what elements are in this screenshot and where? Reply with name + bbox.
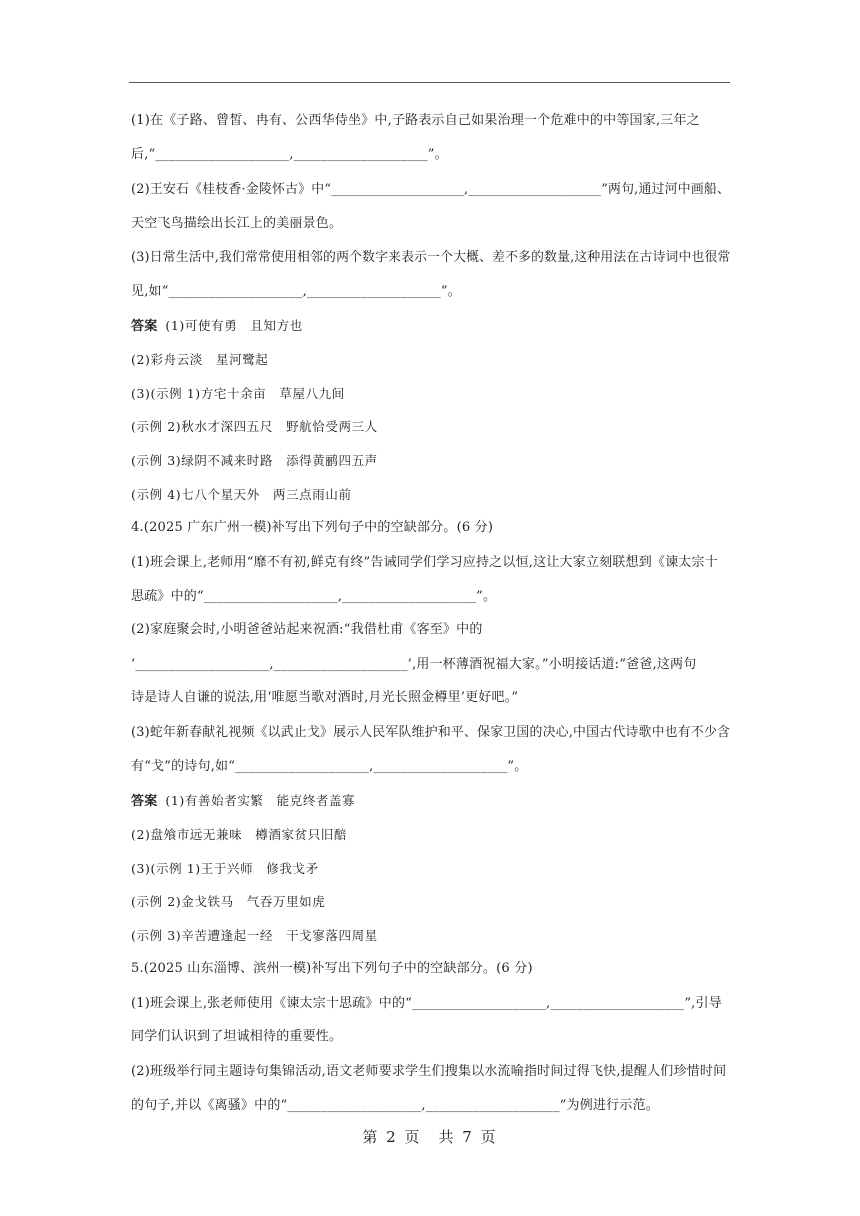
q4-sub3-line1: (3)蛇年新春献礼视频《以武止戈》展示人民军队维护和平、保家卫国的决心,中国古代诗歌中也有不少含 xyxy=(131,725,731,740)
q4-sub2-line1: (2)家庭聚会时,小明爸爸站起来祝酒:“我借杜甫《客至》中的 xyxy=(131,622,483,637)
answer-line-7 xyxy=(131,793,355,810)
q3-sub2-line2: 天空飞鸟描绘出长江上的美丽景色。 xyxy=(131,216,343,231)
answer-text: (1)可使有勇 且知方也 xyxy=(165,318,303,333)
answer-line-3: (3)(示例 1)方宅十余亩 草屋八九间 xyxy=(131,386,345,401)
answer-line-11: (示例 3)辛苦遭逢起一经 干戈寥落四周星 xyxy=(131,928,378,943)
answer-line-4: (示例 2)秋水才深四五尺 野航恰受两三人 xyxy=(131,419,378,434)
q5-sub1-line2: 同学们认识到了坦诚相待的重要性。 xyxy=(131,1029,343,1044)
answer-line-2: (2)彩舟云淡 星河鹭起 xyxy=(131,352,269,367)
page-number: 第 2 页 共 7 页 xyxy=(362,1128,498,1146)
answer-line-10: (示例 2)金戈铁马 气吞万里如虎 xyxy=(131,894,326,909)
q4-sub1-line1: (1)班会课上,老师用“靡不有初,鲜克有终”告诫同学们学习应持之以恒,这让大家立刻联想到《谏太宗十 xyxy=(131,555,718,570)
q4-sub2-line2: ‘____________________,____________________’,用一杯薄酒祝福大家。”小明接话道:“爸爸,这两句 xyxy=(131,657,697,672)
answer-line-5: (示例 3)绿阴不减来时路 添得黄鹂四五声 xyxy=(131,453,378,468)
q5-sub1-line1: (1)班会课上,张老师使用《谏太宗十思疏》中的“____________________,____________________”,引导 xyxy=(131,996,722,1011)
q5-sub2-line2: 的句子,并以《离骚》中的“____________________,____________________”为例进行示范。 xyxy=(131,1098,659,1113)
q3-sub1-line1: (1)在《子路、曾皙、冉有、公西华侍坐》中,子路表示自己如果治理一个危难中的中等国家,三年之 xyxy=(131,113,700,128)
answer-line-6: (示例 4)七八个星天外 两三点雨山前 xyxy=(131,487,352,502)
question-5-heading: 5.(2025 山东淄博、滨州一模)补写出下列句子中的空缺部分。(6 分) xyxy=(131,961,533,976)
q3-sub2-line1: (2)王安石《桂枝香·金陵怀古》中“____________________,____________________”两句,通过河中画船、 xyxy=(131,182,731,197)
q5-sub2-line1: (2)班级举行同主题诗句集锦活动,语文老师要求学生们搜集以水流喻指时间过得飞快,提醒人们珍惜时间 xyxy=(131,1064,727,1079)
question-4-heading: 4.(2025 广东广州一模)补写出下列句子中的空缺部分。(6 分) xyxy=(131,520,494,535)
answer-line-9: (3)(示例 1)王于兴师 修我戈矛 xyxy=(131,861,319,876)
answer-line-1 xyxy=(131,318,303,335)
header-rule xyxy=(129,82,730,83)
answer-label: 答案 xyxy=(131,319,158,334)
q3-sub3-line1: (3)日常生活中,我们常常使用相邻的两个数字来表示一个大概、差不多的数量,这种用法在古诗词中也很常 xyxy=(131,250,731,265)
answer-label: 答案 xyxy=(131,794,158,809)
q3-sub1-line2: 后,“____________________,____________________”。 xyxy=(131,147,448,162)
q4-sub3-line2: 有“戈”的诗句,如“____________________,____________________”。 xyxy=(131,759,528,774)
answer-text: (1)有善始者实繁 能克终者盖寡 xyxy=(165,793,356,808)
q4-sub1-line2: 思疏》中的“____________________,____________________”。 xyxy=(131,589,497,604)
q3-sub3-line2: 见,如“____________________,____________________”。 xyxy=(131,284,461,299)
q4-sub2-line3: 诗是诗人自谦的说法,用‘唯愿当歌对酒时,月光长照金樽里’更好吧。” xyxy=(131,690,519,705)
answer-line-8: (2)盘飧市远无兼味 樽酒家贫只旧醅 xyxy=(131,827,348,842)
